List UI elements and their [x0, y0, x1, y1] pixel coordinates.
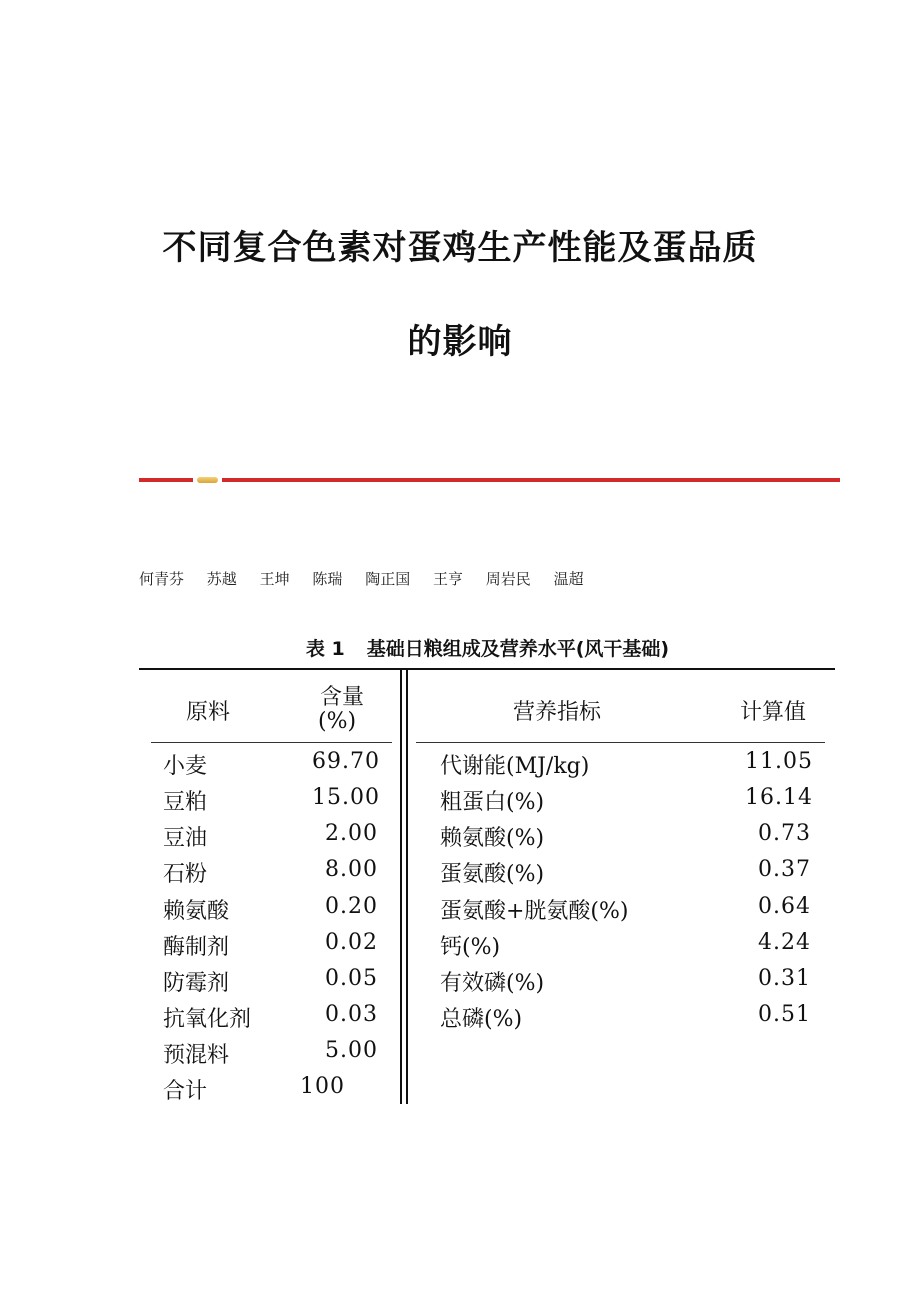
ingredient-value: 0.20 — [325, 894, 378, 919]
table-header-rule-left — [151, 742, 392, 743]
author-name: 温超 — [553, 570, 584, 588]
article-title-line-1: 不同复合色素对蛋鸡生产性能及蛋品质 — [162, 228, 758, 268]
ingredient-total-value: 100 — [300, 1074, 345, 1099]
author-name: 王坤 — [259, 570, 290, 588]
ingredient-name: 豆油 — [163, 826, 208, 851]
nutrient-value: 0.73 — [758, 821, 811, 846]
nutrient-value: 16.14 — [745, 785, 813, 810]
nutrient-name: 粗蛋白(%) — [440, 790, 545, 815]
ingredient-name: 赖氨酸 — [163, 899, 230, 924]
header-calculated-value: 计算值 — [740, 700, 807, 725]
header-nutrient: 营养指标 — [513, 700, 602, 725]
author-name: 陶正国 — [365, 570, 411, 588]
ingredient-name: 小麦 — [163, 754, 208, 779]
author-name: 何青芬 — [139, 570, 185, 588]
nutrient-name: 蛋氨酸(%) — [440, 862, 545, 887]
table-top-rule — [139, 668, 835, 670]
ingredient-name: 石粉 — [163, 862, 208, 887]
nutrient-value: 11.05 — [745, 749, 813, 774]
nutrient-value: 0.64 — [758, 894, 811, 919]
ingredient-name: 酶制剂 — [163, 935, 230, 960]
ingredient-value: 15.00 — [312, 785, 380, 810]
ingredient-name: 抗氧化剂 — [163, 1007, 252, 1032]
nutrient-name: 总磷(%) — [440, 1007, 523, 1032]
ingredient-value: 5.00 — [325, 1038, 378, 1063]
author-name: 苏越 — [206, 570, 237, 588]
table-header-rule-right — [416, 742, 825, 743]
table-center-rule — [406, 670, 408, 1104]
table-caption — [0, 634, 920, 661]
ingredient-name: 豆粕 — [163, 790, 208, 815]
ingredient-value: 0.05 — [325, 966, 378, 991]
author-name: 王亨 — [432, 570, 463, 588]
ingredient-total-label: 合计 — [163, 1079, 208, 1104]
author-name: 陈瑞 — [312, 570, 343, 588]
nutrient-value: 0.31 — [758, 966, 811, 991]
ingredient-value: 69.70 — [312, 749, 380, 774]
ingredient-name: 预混料 — [163, 1043, 230, 1068]
author-name: 周岩民 — [485, 570, 531, 588]
header-content: 含量 — [320, 685, 365, 710]
nutrient-value: 0.51 — [758, 1002, 811, 1027]
header-content-unit: (%) — [318, 709, 357, 734]
ingredient-name: 防霉剂 — [163, 971, 230, 996]
table-label: 表 1 — [305, 638, 345, 660]
divider-ornament-icon — [197, 477, 218, 483]
nutrient-name: 钙(%) — [440, 935, 501, 960]
header-ingredient: 原料 — [186, 700, 231, 725]
nutrient-value: 4.24 — [758, 930, 811, 955]
ingredient-value: 0.02 — [325, 930, 378, 955]
title-divider-left — [139, 478, 193, 482]
ingredient-value: 8.00 — [325, 857, 378, 882]
ingredient-value: 2.00 — [325, 821, 378, 846]
nutrient-name: 蛋氨酸+胱氨酸(%) — [440, 899, 629, 924]
article-title-line-2: 的影响 — [407, 322, 513, 362]
nutrient-name: 赖氨酸(%) — [440, 826, 545, 851]
ingredient-value: 0.03 — [325, 1002, 378, 1027]
nutrient-name: 有效磷(%) — [440, 971, 545, 996]
title-divider-right — [222, 478, 840, 482]
table-caption-text: 基础日粮组成及营养水平(风干基础) — [366, 638, 670, 660]
author-list — [139, 568, 602, 589]
nutrient-name: 代谢能(MJ/kg) — [440, 754, 590, 779]
table-center-rule — [400, 670, 402, 1104]
nutrient-value: 0.37 — [758, 857, 811, 882]
